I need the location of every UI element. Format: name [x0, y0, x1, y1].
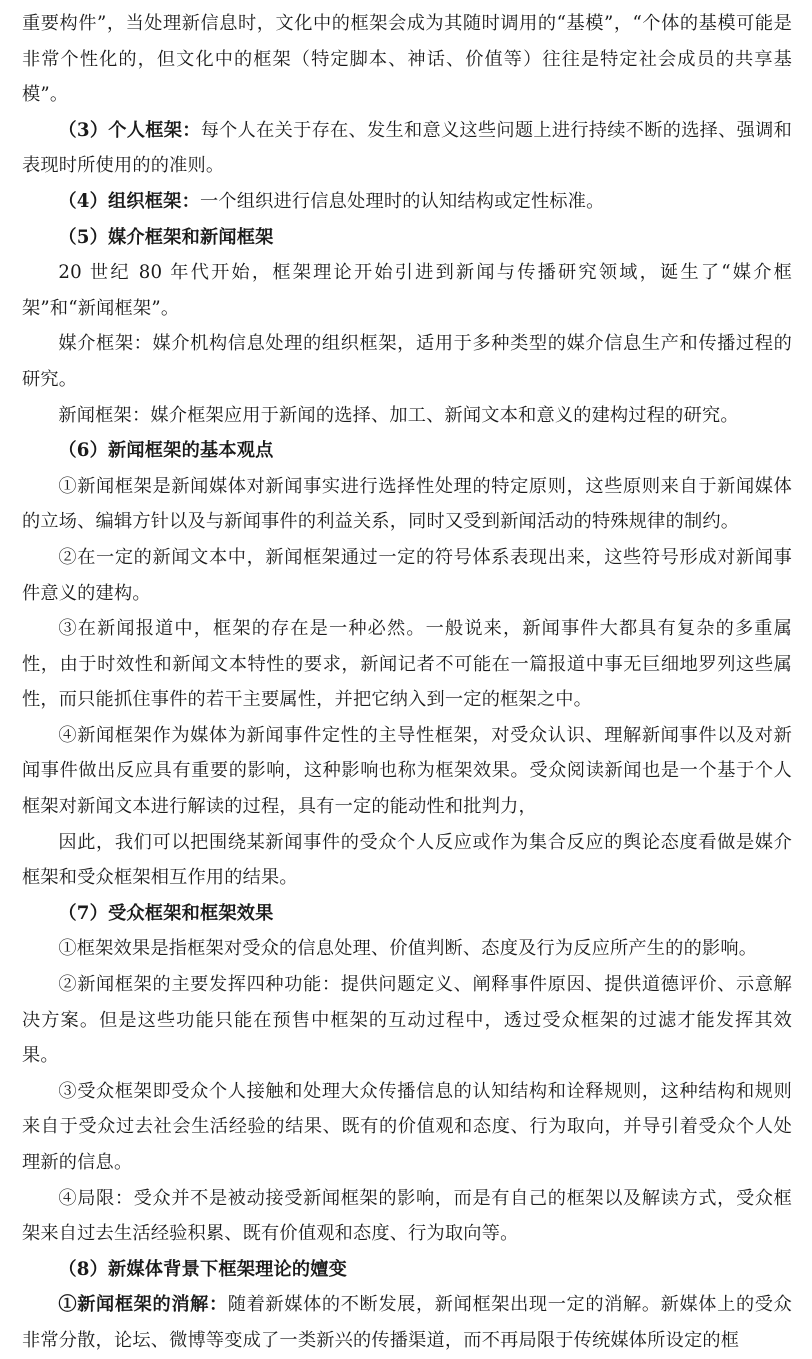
paragraph-view-1: ①新闻框架是新闻媒体对新闻事实进行选择性处理的特定原则，这些原则来自于新闻媒体的立场、编辑方针以及与新闻事件的利益关系，同时又受到新闻活动的特殊规律的制约。: [22, 475, 792, 533]
text-organization-frame: 一个组织进行信息处理时的认知结构或定性标准。: [199, 190, 605, 212]
label-organization-frame: （4）组织框架：: [58, 190, 200, 212]
heading-audience-frame-effect: （7）受众框架和框架效果: [58, 902, 274, 924]
paragraph-media-frame-def: 媒介框架：媒介机构信息处理的组织框架，适用于多种类型的媒介信息生产和传播过程的研究。: [22, 333, 792, 390]
paragraph-view-3: ③在新闻报道中，框架的存在是一种必然。一般说来，新闻事件大都具有复杂的多重属性，由于时效性和新闻文本特性的要求，新闻记者不可能在一篇报道中事无巨细地罗列这些属性，而只能抓住事件的若干主要属性，并把它纳入到一定的框架之中。: [22, 618, 792, 711]
text-frame-dissolution: 随着新媒体的不断发展，新闻框架出现一定的消解。新媒体上的受众非常分散，论坛、微博等变成了一类新兴的传播渠道，而不再局限于传统媒体所设定的框: [22, 1294, 792, 1351]
heading-news-frame-views: （6）新闻框架的基本观点: [58, 440, 274, 462]
paragraph-effect-4: ④局限：受众并不是被动接受新闻框架的影响，而是有自己的框架以及解读方式，受众框架来自过去生活经验积累、既有价值观和态度、行为取向等。: [22, 1187, 792, 1245]
text-personal-frame: 每个人在关于存在、发生和意义这些问题上进行持续不断的选择、强调和表现时所使用的的准则。: [22, 119, 792, 177]
paragraph-effect-1: ①框架效果是指框架对受众的信息处理、价值判断、态度及行为反应所产生的的影响。: [58, 938, 758, 960]
paragraph-effect-3: ③受众框架即受众个人接触和处理大众传播信息的认知结构和诠释规则，这种结构和规则来自于受众过去社会生活经验的结果、既有的价值观和态度、行为取向，并导引着受众个人处理新的信息。: [22, 1080, 792, 1173]
paragraph-organization-frame: [22, 184, 792, 220]
label-frame-dissolution: ①新闻框架的消解：: [58, 1294, 228, 1316]
paragraph-effect-2: ②新闻框架的主要发挥四种功能：提供问题定义、阐释事件原因、提供道德评价、示意解决方案。但是这些功能只能在预售中框架的互动过程中，透过受众框架的过滤才能发挥其效果。: [22, 974, 792, 1067]
paragraph-view-4-conclusion: 因此，我们可以把围绕某新闻事件的受众个人反应或作为集合反应的舆论态度看做是媒介框架和受众框架相互作用的结果。: [22, 831, 792, 889]
label-personal-frame: （3）个人框架：: [58, 119, 201, 141]
paragraph-personal-frame: [22, 113, 792, 184]
paragraph-view-4: ④新闻框架作为媒体为新闻事件定性的主导性框架，对受众认识、理解新闻事件以及对新闻事件做出反应具有重要的影响，这种影响也称为框架效果。受众阅读新闻也是一个基于个人框架对新闻文本进行解读的过程，具有一定的能动性和批判力，: [22, 724, 792, 818]
paragraph-view-2: ②在一定的新闻文本中，新闻框架通过一定的符号体系表现出来，这些符号形成对新闻事件意义的建构。: [22, 546, 792, 604]
heading-new-media-evolution: （8）新媒体背景下框架理论的嬗变: [58, 1258, 348, 1280]
paragraph-news-frame-def: 新闻框架：媒介框架应用于新闻的选择、加工、新闻文本和意义的建构过程的研究。: [58, 404, 739, 426]
paragraph-continued: 重要构件”，当处理新信息时，文化中的框架会成为其随时调用的“基模”，“个体的基模可能是非常个性化的，但文化中的框架（特定脚本、神话、价值等）往往是特定社会成员的共享基模”。: [22, 13, 792, 106]
paragraph-1980s-intro: 20 世纪 80 年代开始，框架理论开始引进到新闻与传播研究领域，诞生了“媒介框架”和“新闻框架”。: [22, 262, 792, 319]
heading-media-news-frame: （5）媒介框架和新闻框架: [58, 226, 274, 248]
document-page: [22, 6, 792, 1359]
paragraph-frame-dissolution: [22, 1287, 792, 1358]
